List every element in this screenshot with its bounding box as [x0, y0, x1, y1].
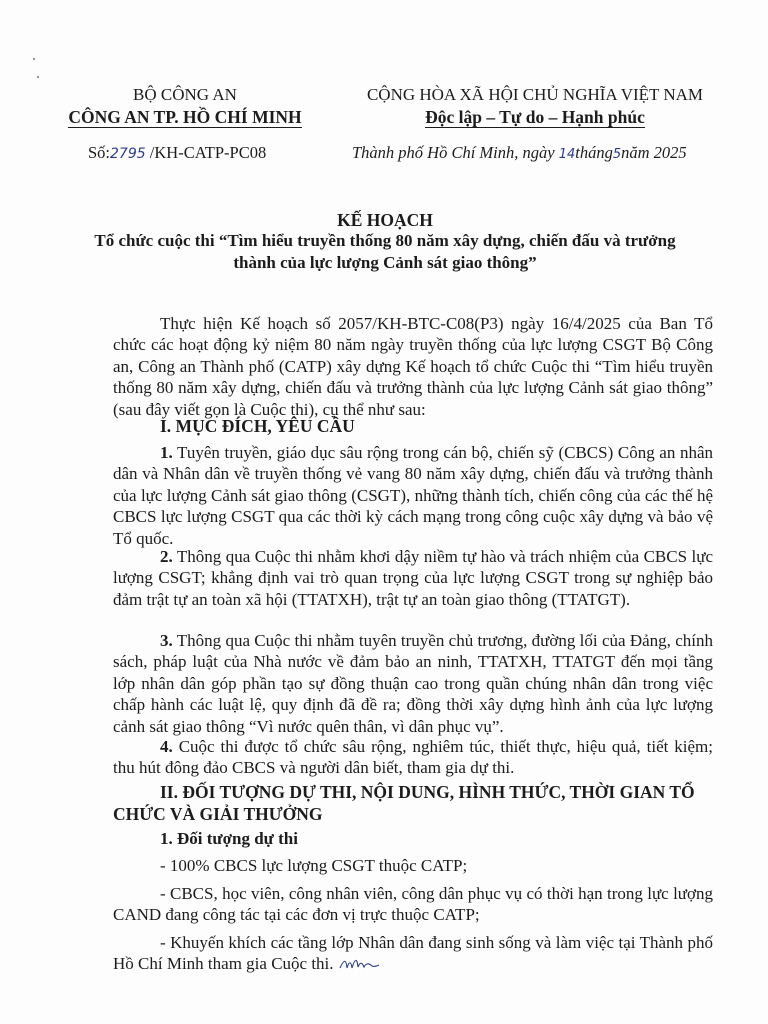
nation-name: CỘNG HÒA XÃ HỘI CHỦ NGHĨA VIỆT NAM	[366, 85, 704, 104]
list-item: - Khuyến khích các tầng lớp Nhân dân đang sinh sống và làm việc tại Thành phố Hồ Chí Minh tham gia Cuộc thi.	[113, 933, 713, 974]
agency-department: CÔNG AN TP. HỒ CHÍ MINH	[68, 107, 302, 127]
document-number: Số:2795 /KH-CATP-PC08	[88, 143, 267, 162]
intro-paragraph: Thực hiện Kế hoạch số 2057/KH-BTC-C08(P3) ngày 16/4/2025 của Ban Tổ chức các hoạt động kỷ niệm 80 năm ngày truyền thống của lực lượng CSGT Bộ Công an, Công an Thành phố (CATP) xây dựng Kế hoạch tổ chức Cuộc thi “Tìm hiểu truyền thống 80 năm xây dựng, chiến đấu và trưởng thành của lực lượng Cảnh sát giao thông” (sau đây viết gọn là Cuộc thi), cụ thể như sau:	[113, 314, 713, 419]
national-motto: Độc lập – Tự do – Hạnh phúc	[425, 107, 645, 127]
handwritten-month: 5	[612, 147, 622, 162]
document-date: Thành phố Hồ Chí Minh, ngày 14tháng5năm 2025	[352, 143, 687, 162]
list-item: - 100% CBCS lực lượng CSGT thuộc CATP;	[160, 856, 468, 875]
section-1-heading: I. MỤC ĐÍCH, YÊU CẦU	[160, 416, 355, 436]
subsection-heading: 1. Đối tượng dự thi	[160, 829, 298, 848]
section-1-item: 4. Cuộc thi được tổ chức sâu rộng, nghiêm túc, thiết thực, hiệu quả, tiết kiệm; thu hút đông đảo CBCS và người dân biết, tham gia dự thi.	[113, 737, 713, 778]
national-heading	[325, 84, 745, 128]
agency-ministry: BỘ CÔNG AN	[133, 85, 237, 104]
section-1-item: 1. Tuyên truyền, giáo dục sâu rộng trong cán bộ, chiến sỹ (CBCS) Công an nhân dân và Nhân dân về truyền thống vẻ vang 80 năm xây dựng, chiến đấu và trưởng thành của lực lượng Cảnh sát giao thông (CSGT), những thành tích, chiến công của các thế hệ CBCS lực lượng CSGT qua các thời kỳ cách mạng trong công cuộc xây dựng và bảo vệ Tổ quốc.	[113, 443, 713, 548]
scan-speck	[37, 76, 39, 78]
handwritten-doc-number: 2795	[110, 146, 146, 162]
scan-speck	[33, 58, 35, 60]
issuing-agency	[60, 84, 310, 128]
handwritten-day: 14	[558, 147, 576, 162]
list-item: - CBCS, học viên, công nhân viên, công dân phục vụ có thời hạn trong lực lượng CAND đang công tác tại các đơn vị trực thuộc CATP;	[113, 884, 713, 925]
initials-signature-icon	[338, 957, 380, 971]
document-subject: Tổ chức cuộc thi “Tìm hiểu truyền thống 80 năm xây dựng, chiến đấu và trưởng thành của lực lượng Cảnh sát giao thông”	[94, 231, 676, 272]
section-1-item: 2. Thông qua Cuộc thi nhằm khơi dậy niềm tự hào và trách nhiệm của CBCS lực lượng CSGT; khẳng định vai trò quan trọng của lực lượng CSGT trong sự nghiệp bảo đảm trật tự an toàn xã hội (TTATXH), trật tự an toàn giao thông (TTATGT).	[113, 547, 713, 609]
section-1-item: 3. Thông qua Cuộc thi nhằm tuyên truyền chủ trương, đường lối của Đảng, chính sách, pháp luật của Nhà nước về đảm bảo an ninh, TTATXH, TTATGT đến mọi tầng lớp nhân dân góp phần tạo sự đồng thuận cao trong quần chúng nhân dân trong việc chấp hành các luật lệ, quy định đã đề ra; đồng thời xây dựng hình ảnh của lực lượng cảnh sát giao thông “Vì nước quên thân, vì dân phục vụ”.	[113, 631, 713, 736]
section-2-heading: II. ĐỐI TƯỢNG DỰ THI, NỘI DUNG, HÌNH THỨC, THỜI GIAN TỔ CHỨC VÀ GIẢI THƯỞNG	[113, 782, 695, 824]
document-type: KẾ HOẠCH	[337, 210, 433, 230]
